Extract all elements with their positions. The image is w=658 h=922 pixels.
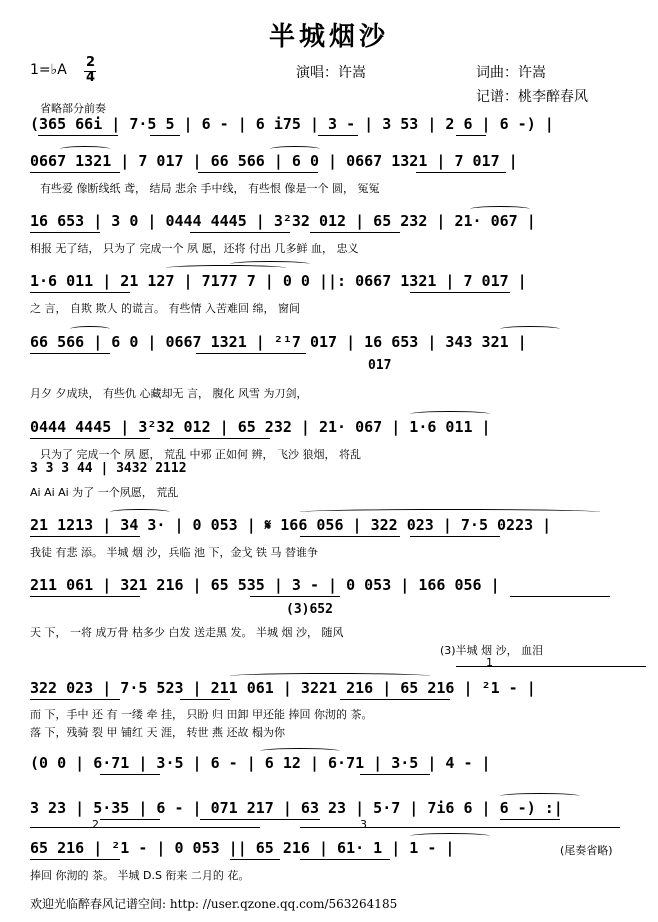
time-signature-bottom: 4 <box>86 70 96 85</box>
notation-row-1: (365 66i | 7·5 5 | 6 - | 6 i75 | 3 - | 3 53 | 2 6 | 6 -) | <box>30 115 554 133</box>
song-title: 半城烟沙 <box>268 22 389 52</box>
lyric-row-4: 之 言， 自欺 欺人 的谎言。 有些情 入苦难回 绵， 窗间 <box>30 302 300 315</box>
alternate-notes-row-5: 017 <box>368 358 392 373</box>
notation-row-7: 21 1213 | 34 3· | 0 053 | 𝄋 166 056 | 322 023 | 7·5 0223 | <box>30 516 552 534</box>
notation-row-6: 0444 4445 | 3²32 012 | 65 232 | 21· 067 | 1·6 011 | <box>30 418 491 436</box>
volta-1-bracket <box>456 666 646 667</box>
notation-row-5: 66 566 | 6 0 | 0667 1321 | ²¹7 017 | 16 653 | 343 321 | <box>30 333 527 351</box>
lyric-row-6: 只为了 完成一个 夙 愿， 荒乱 中邪 正如何 辨， 飞沙 狼烟， 将乱 <box>40 448 361 461</box>
notation-row-12: 65 216 | ²1 - | 0 053 || 65 216 | 61· 1 | 1 - | <box>30 839 455 857</box>
alternate-notes-row-8: (3)652 <box>286 602 333 617</box>
singer-credit: 演唱：许嵩 <box>296 65 366 81</box>
ai-lyrics: Ai Ai Ai 为了 一个夙愿， 荒乱 <box>30 486 179 499</box>
lyric-row-2: 有些爱 像断线纸 鸢， 结局 悲余 手中线， 有些恨 像是一个 圆， 冤冤 <box>40 182 380 195</box>
notation-row-9: 322 023 | 7·5 523 | 211 061 | 3221 216 | 65 216 | ²1 - | <box>30 679 536 697</box>
notation-row-11: 3 23 | 5·35 | 6 - | 071 217 | 63 23 | 5·7 | 7i6 6 | 6 -) :| <box>30 799 563 817</box>
volta-2-number: 2 <box>92 818 99 831</box>
notation-row-3: 16 653 | 3 0 | 0444 4445 | 3²32 012 | 65 232 | 21· 067 | <box>30 212 536 230</box>
lyric-row-8-alt: (3)半城 烟 沙， 血泪 <box>440 644 544 657</box>
lyric-row-9: 而 下，手中 还 有 一缕 牵 挂， 只盼 归 田卸 甲还能 捧回 你沏的 茶。 <box>30 708 373 721</box>
notation-row-2: 0667 1321 | 7 017 | 66 566 | 6 0 | 0667 1321 | 7 017 | <box>30 152 518 170</box>
notation-row-10: (0 0 | 6·71 | 3·5 | 6 - | 6 12 | 6·71 | 3·5 | 4 - | <box>30 754 491 772</box>
composer-credit: 词曲：许嵩 <box>476 65 546 81</box>
lyric-row-8: 天 下， 一将 成万骨 枯多少 白发 送走黑 发。 半城 烟 沙， 随风 <box>30 626 344 639</box>
lyric-row-5: 月夕 夕成玦， 有些仇 心藏却无 言， 腹化 风雪 为刀剑， <box>30 387 308 400</box>
footer-credit: 欢迎光临醉春风记谱空间: http: //user.qzone.qq.com/563264185 <box>30 897 398 911</box>
volta-2-bracket <box>30 827 260 828</box>
time-signature-top: 2 <box>86 55 96 70</box>
notation-row-4: 1·6 011 | 21 127 | 7177 7 | 0 0 ||: 0667 1321 | 7 017 | <box>30 272 527 290</box>
lyric-row-12: 捧回 你沏的 茶。 半城 D.S 衔来 二月的 花。 <box>30 869 250 882</box>
prelude-note: 省略部分前奏 <box>40 102 106 115</box>
lyric-row-3: 相报 无了结， 只为了 完成一个 夙 愿，还将 付出 几多鲜 血， 忠义 <box>30 242 359 255</box>
notation-row-8: 211 061 | 321 216 | 65 535 | 3 - | 0 053 | 166 056 | <box>30 576 500 594</box>
lyric-row-7: 我徒 有悲 添。 半城 烟 沙，兵临 池 下，金戈 铁 马 替谁争 <box>30 546 318 559</box>
ending-note: (尾奏省略) <box>560 844 613 857</box>
key-signature: 1=♭A <box>30 62 67 78</box>
volta-1-number: 1 <box>486 656 493 669</box>
volta-3-number: 3 <box>360 818 367 831</box>
transcriber-credit: 记谱：桃李醉春风 <box>476 89 588 105</box>
volta-3-bracket <box>300 827 620 828</box>
ai-notation: 3 3 3 44 | 3432 2112 <box>30 461 187 476</box>
lyric-row-9-alt: 落 下，残骑 裂 甲 铺红 天 涯， 转世 燕 还故 榻为你 <box>30 726 285 739</box>
